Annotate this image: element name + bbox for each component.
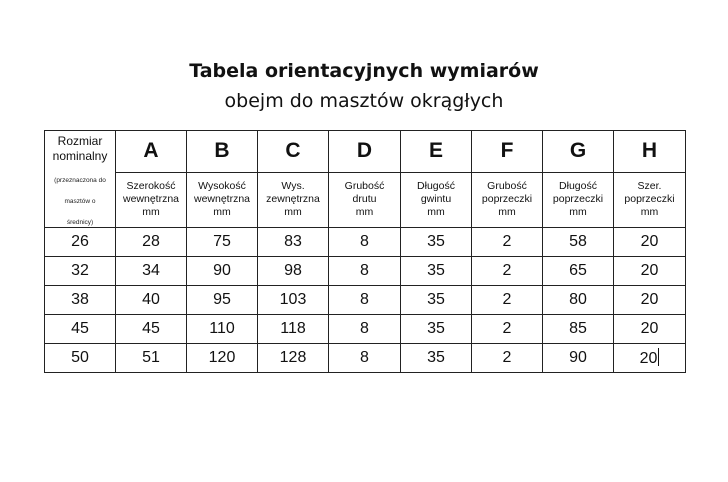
cell-value: 51 — [142, 349, 160, 366]
table-cell — [329, 315, 401, 344]
cell-value: 35 — [427, 233, 445, 250]
table-cell — [258, 344, 329, 373]
cell-value: 83 — [284, 233, 302, 250]
cell-value: 90 — [213, 262, 231, 279]
cell-value: 34 — [142, 262, 160, 279]
column-unit: mm — [142, 206, 160, 219]
cell-value: 8 — [360, 262, 369, 279]
table-cell — [543, 257, 614, 286]
column-description — [401, 172, 472, 227]
column-description-line: poprzeczki — [624, 193, 675, 206]
column-description-line: Grubość — [344, 180, 385, 193]
column-letter: E — [401, 131, 472, 173]
column-description — [614, 172, 686, 227]
column-description-line: poprzeczki — [481, 193, 533, 206]
nominal-size-cell — [45, 315, 116, 344]
column-description-line: zewnętrzna — [266, 193, 320, 206]
column-letter: H — [614, 131, 686, 173]
cell-value: 80 — [569, 291, 587, 308]
table-cell — [258, 315, 329, 344]
column-unit: mm — [355, 206, 374, 219]
document-subtitle: obejm do masztów okrągłych — [224, 90, 504, 112]
nominal-size-cell — [45, 257, 116, 286]
cell-value: 2 — [502, 349, 512, 366]
table-cell — [614, 286, 686, 315]
cell-value: 75 — [213, 233, 231, 250]
column-description-line: Grubość — [487, 180, 527, 193]
table-cell — [401, 228, 472, 257]
cell-value: 38 — [71, 291, 89, 308]
table-cell — [258, 228, 329, 257]
cell-value: 35 — [427, 291, 445, 308]
cell-value: 45 — [142, 320, 160, 337]
table-cell — [329, 228, 401, 257]
cell-value: 8 — [360, 233, 369, 250]
table-cell — [329, 344, 401, 373]
table-cell — [329, 286, 401, 315]
cell-value: 20 — [639, 350, 658, 367]
table-cell — [187, 344, 258, 373]
cell-value: 35 — [427, 349, 445, 366]
size-header-cell — [45, 131, 116, 228]
table-cell — [258, 286, 329, 315]
column-description — [116, 172, 187, 227]
size-header-note-2: masztów o — [64, 198, 96, 205]
table-cell — [543, 286, 614, 315]
table-cell — [543, 315, 614, 344]
column-unit: mm — [569, 206, 587, 219]
cell-value: 50 — [71, 349, 89, 366]
column-unit: mm — [427, 206, 445, 219]
column-description-line: Wysokość — [198, 180, 246, 193]
table-cell — [472, 315, 543, 344]
cell-value: 98 — [284, 262, 302, 279]
column-description-line: wewnętrzna — [193, 193, 251, 206]
table-row — [45, 228, 686, 257]
column-letter: B — [187, 131, 258, 173]
table-cell — [116, 344, 187, 373]
column-letter: D — [329, 131, 401, 173]
column-description — [543, 172, 614, 227]
table-cell — [401, 257, 472, 286]
column-letter: C — [258, 131, 329, 173]
cell-value: 65 — [569, 262, 587, 279]
table-cell — [472, 344, 543, 373]
column-description — [187, 172, 258, 227]
table-cell — [116, 257, 187, 286]
column-letter: G — [543, 131, 614, 173]
cell-value: 85 — [569, 320, 587, 337]
column-letter: A — [116, 131, 187, 173]
dimensions-table — [44, 130, 686, 373]
cell-value: 35 — [427, 320, 445, 337]
cell-value: 26 — [71, 233, 89, 250]
nominal-size-cell — [45, 286, 116, 315]
table-cell — [258, 257, 329, 286]
table-cell — [116, 315, 187, 344]
cell-value: 40 — [142, 291, 160, 308]
size-header-label-1: Rozmiar — [57, 134, 103, 148]
cell-value: 90 — [569, 349, 587, 366]
column-description — [472, 172, 543, 227]
table-row — [45, 286, 686, 315]
table-cell — [472, 257, 543, 286]
size-header-label-2: nominalny — [52, 149, 108, 163]
table-row — [45, 257, 686, 286]
table-cell — [543, 344, 614, 373]
table-row — [45, 344, 686, 373]
cell-value: 2 — [502, 320, 512, 337]
size-header-note-3: średnicy) — [66, 219, 94, 226]
column-unit: mm — [640, 206, 659, 219]
table-cell — [614, 228, 686, 257]
document-title: Tabela orientacyjnych wymiarów — [189, 60, 539, 82]
table-cell — [401, 315, 472, 344]
table-cell — [116, 228, 187, 257]
cell-value: 2 — [502, 233, 512, 250]
size-header-note-1: (przeznaczona do — [54, 177, 106, 184]
column-description — [329, 172, 401, 227]
column-description-line: Długość — [559, 180, 597, 193]
cell-value: 103 — [279, 291, 307, 308]
cell-value: 45 — [71, 320, 89, 337]
column-description — [258, 172, 329, 227]
column-unit: mm — [284, 206, 302, 219]
column-letter: F — [472, 131, 543, 173]
cell-value: 32 — [71, 262, 89, 279]
cell-value: 20 — [640, 233, 659, 250]
header-description-row — [45, 172, 686, 227]
column-description-line: wewnętrzna — [122, 193, 180, 206]
table-cell — [472, 286, 543, 315]
cell-value: 20 — [640, 291, 659, 308]
nominal-size-cell — [45, 228, 116, 257]
table-cell — [187, 257, 258, 286]
cell-value: 20 — [640, 320, 659, 337]
table-cell — [401, 344, 472, 373]
cell-value: 8 — [360, 320, 369, 337]
header-letter-row — [45, 131, 686, 173]
cell-value: 20 — [640, 262, 659, 279]
cell-value: 118 — [280, 320, 306, 337]
cell-value: 128 — [279, 349, 307, 366]
table-cell — [614, 315, 686, 344]
column-description-line: Szer. — [637, 180, 662, 193]
nominal-size-cell — [45, 344, 116, 373]
table-cell — [614, 257, 686, 286]
table-cell — [329, 257, 401, 286]
text-cursor — [658, 348, 659, 366]
column-unit: mm — [498, 206, 516, 219]
column-unit: mm — [213, 206, 231, 219]
column-description-line: gwintu — [420, 193, 452, 206]
table-cell — [401, 286, 472, 315]
table-cell — [187, 228, 258, 257]
column-description-line: Wys. — [281, 180, 305, 193]
cell-value: 2 — [502, 262, 512, 279]
column-description-line: poprzeczki — [552, 193, 604, 206]
table-cell — [472, 228, 543, 257]
table-cell — [614, 344, 686, 373]
column-description-line: Długość — [417, 180, 455, 193]
column-description-line: Szerokość — [126, 180, 176, 193]
cell-value: 58 — [569, 233, 587, 250]
cell-value: 2 — [502, 291, 512, 308]
cell-value: 28 — [142, 233, 160, 250]
column-description-line: drutu — [352, 193, 377, 206]
cell-value: 120 — [208, 349, 236, 366]
cell-value: 8 — [360, 349, 369, 366]
table-cell — [543, 228, 614, 257]
cell-value: 95 — [213, 291, 231, 308]
cell-value: 110 — [209, 320, 235, 337]
table-cell — [116, 286, 187, 315]
cell-value: 35 — [427, 262, 445, 279]
table-row — [45, 315, 686, 344]
cell-value: 8 — [360, 291, 369, 308]
table-cell — [187, 286, 258, 315]
table-cell — [187, 315, 258, 344]
